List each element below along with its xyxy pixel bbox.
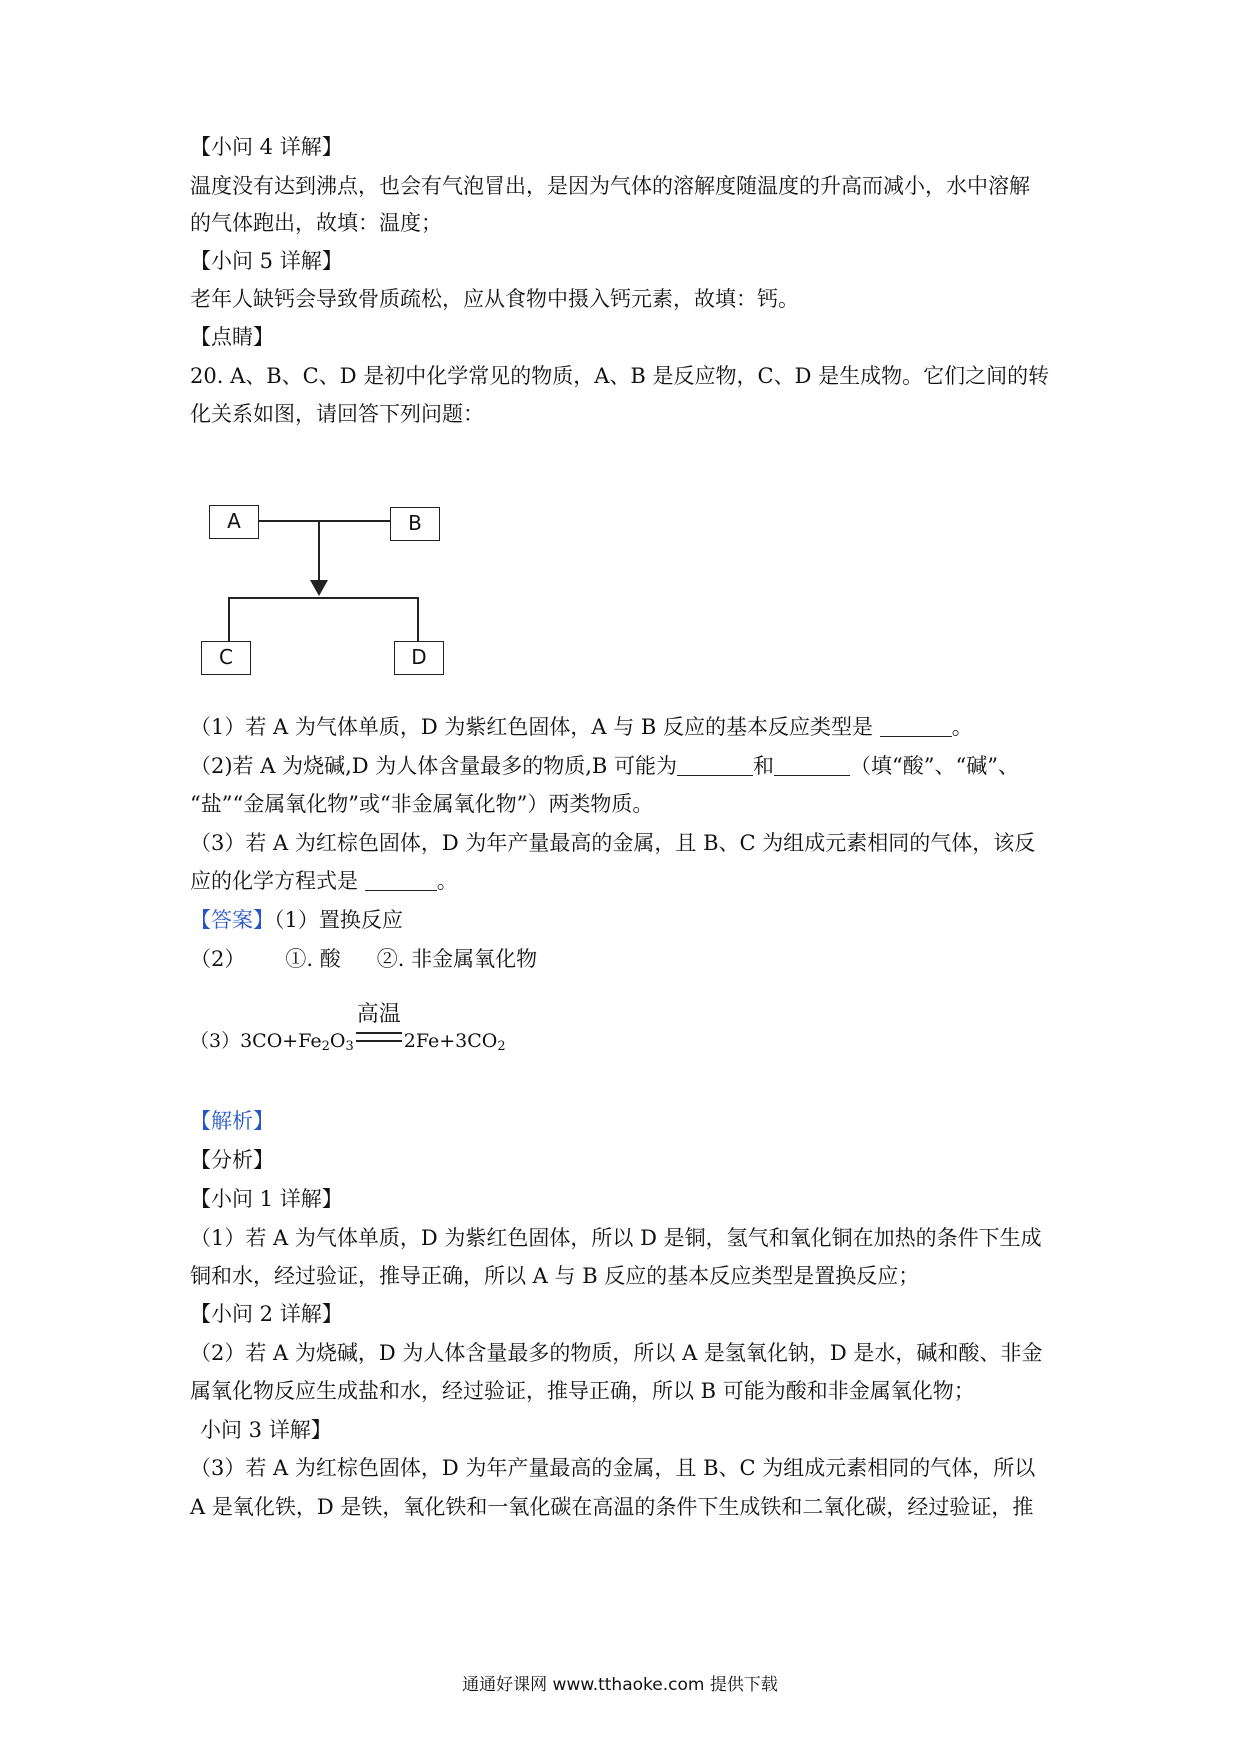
box-a: A xyxy=(209,505,259,539)
subquestion-5-heading: 【小问 5 详解】 xyxy=(190,249,343,273)
question-20-stem: 化关系如图，请回答下列问题： xyxy=(190,402,484,426)
question-part-2: （2)若 A 为烧碱,D 为人体含量最多的物质,B 可能为 和 （填“酸”、“碱”、 xyxy=(190,754,1019,778)
answer-part-2: （2） ①. 酸 ②. 非金属氧化物 xyxy=(190,947,538,971)
subquestion-4-text: 的气体跑出，故填：温度； xyxy=(190,211,442,235)
subquestion-3-text: A 是氧化铁，D 是铁，氧化铁和一氧化碳在高温的条件下生成铁和二氧化碳，经过验证，推 xyxy=(190,1495,1034,1519)
answer-blank xyxy=(880,716,952,737)
page-footer: 通通好课网 www.tthaoke.com 提供下载 xyxy=(462,1675,778,1695)
subquestion-1-text: （1）若 A 为气体单质，D 为紫红色固体，所以 D 是铜，氢气和氧化铜在加热的条件下生成 xyxy=(190,1226,1042,1250)
subquestion-4-text: 温度没有达到沸点，也会有气泡冒出，是因为气体的溶解度随温度的升高而减小，水中溶解 xyxy=(190,174,1030,198)
subquestion-5-text: 老年人缺钙会导致骨质疏松，应从食物中摄入钙元素，故填：钙。 xyxy=(190,287,799,311)
answer-part-3-equation: $(3)3CO+Fe_2O_3$ 高温 $2Fe+3CO_2$ xyxy=(190,1002,506,1054)
connector-line xyxy=(417,597,419,642)
subquestion-3-text: （3）若 A 为红棕色固体，D 为年产量最高的金属，且 B、C 为组成元素相同的气体，所以 xyxy=(190,1456,1036,1480)
box-c: C xyxy=(201,641,251,675)
subquestion-3-heading: 小问 3 详解】 xyxy=(200,1418,332,1442)
subquestion-2-text: 属氧化物反应生成盐和水，经过验证，推导正确，所以 B 可能为酸和非金属氧化物； xyxy=(190,1379,975,1403)
question-20-stem: 20. A、B、C、D 是初中化学常见的物质，A、B 是反应物，C、D 是生成物。它们之间的转 xyxy=(190,364,1050,388)
subquestion-1-heading: 【小问 1 详解】 xyxy=(190,1187,343,1211)
subquestion-2-text: （2）若 A 为烧碱，D 为人体含量最多的物质，所以 A 是氢氧化钠，D 是水，碱和酸、非金 xyxy=(190,1341,1043,1365)
subquestion-4-heading: 【小问 4 详解】 xyxy=(190,135,343,159)
analysis-label: 【解析】 xyxy=(190,1109,274,1133)
question-part-1: （1）若 A 为气体单质，D 为紫红色固体，A 与 B 反应的基本反应类型是 。 xyxy=(190,715,973,739)
question-part-3: 应的化学方程式是 。 xyxy=(190,869,458,893)
answer-part-1: 【答案】（1）置换反应 xyxy=(190,908,403,932)
answer-blank xyxy=(365,870,437,891)
dianjing-heading: 【点睛】 xyxy=(190,325,274,349)
connector-line xyxy=(258,520,390,522)
subquestion-1-text: 铜和水，经过验证，推导正确，所以 A 与 B 反应的基本反应类型是置换反应； xyxy=(190,1264,920,1288)
box-d: D xyxy=(394,641,444,675)
subquestion-2-heading: 【小问 2 详解】 xyxy=(190,1302,343,1326)
answer-blank xyxy=(677,755,753,776)
question-part-3: （3）若 A 为红棕色固体，D 为年产量最高的金属，且 B、C 为组成元素相同的气体，该反 xyxy=(190,831,1036,855)
answer-blank xyxy=(774,755,850,776)
reaction-condition: 高温 xyxy=(356,1002,401,1027)
answer-label: 【答案】 xyxy=(190,908,274,932)
arrow-down-icon xyxy=(310,580,328,596)
question-part-2: “盐”“金属氧化物”或“非金属氧化物”）两类物质。 xyxy=(190,792,654,816)
connector-line xyxy=(228,597,230,642)
analysis-heading: 【分析】 xyxy=(190,1148,274,1172)
connector-line xyxy=(228,597,418,599)
box-b: B xyxy=(390,507,440,541)
